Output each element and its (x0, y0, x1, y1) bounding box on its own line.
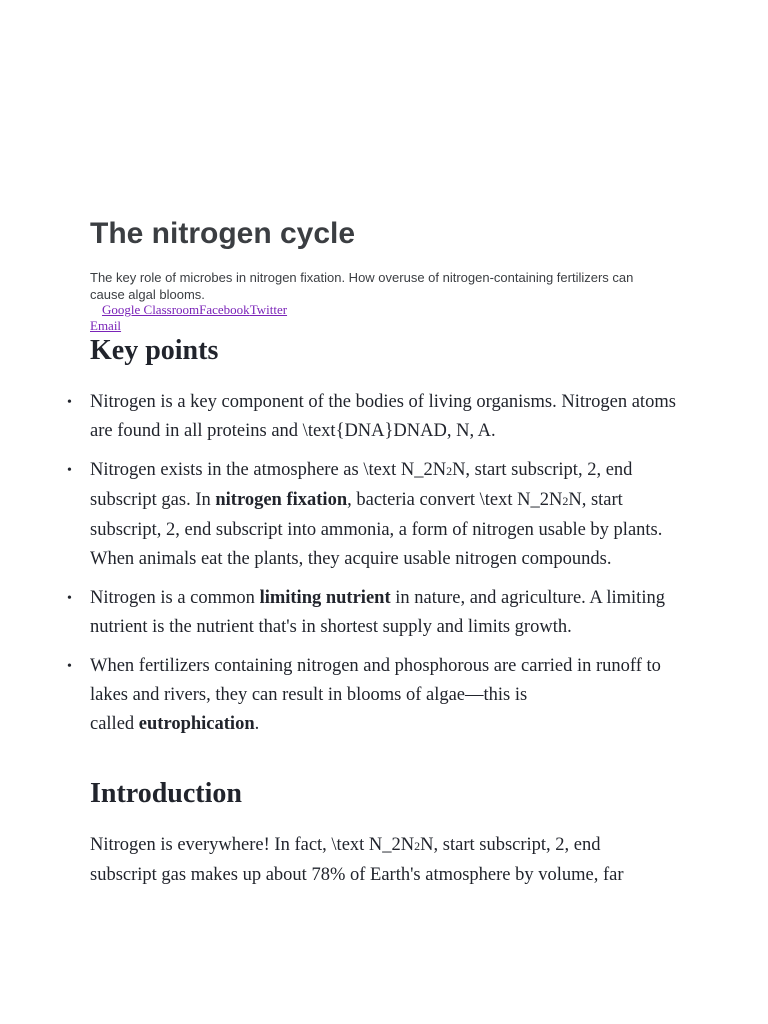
subscript-text: 2 (562, 494, 569, 508)
key-point-text: N, start subscript, 2, end subscript into ammonia, a form of nitrogen usable by plants. When animals eat the plants, they acquire usable nitrogen compounds. (90, 490, 663, 569)
key-point-text: Nitrogen is a key component of the bodies of living organisms. Nitrogen atoms are found in all proteins and \text{DNA}DNAD, N, A. (90, 392, 676, 441)
key-point-item (90, 456, 690, 574)
share-email-link[interactable]: Email (90, 318, 122, 333)
key-point-text: called (90, 714, 139, 734)
share-google-classroom-link[interactable]: Google Classroom (102, 302, 200, 317)
intro-text: Nitrogen is everywhere! In fact, \text N_2N (90, 835, 415, 855)
share-facebook-link[interactable]: Facebook (199, 302, 250, 317)
key-point-text: . (254, 714, 260, 734)
subscript-text: 2 (446, 464, 453, 478)
key-point-item (90, 584, 690, 642)
key-point-text: Nitrogen is a common (90, 588, 260, 608)
key-points-heading: Key points (90, 335, 219, 366)
share-twitter-link[interactable]: Twitter (249, 302, 288, 317)
subscript-text: 2 (414, 839, 421, 853)
key-point-text: Nitrogen exists in the atmosphere as \text N_2N (90, 460, 447, 480)
article-title: The nitrogen cycle (90, 217, 356, 250)
key-point-item (90, 652, 690, 739)
bold-term-nitrogen-fixation: nitrogen fixation (215, 490, 348, 510)
key-points-list (90, 388, 690, 739)
key-point-item (90, 388, 690, 446)
bold-term-limiting-nutrient: limiting nutrient (259, 588, 391, 608)
key-point-text: When fertilizers containing nitrogen and phosphorous are carried in runoff to lakes and rivers, they can result in blooms of algae—this is (90, 656, 661, 705)
article-content (90, 334, 690, 890)
article-description: The key role of microbes in nitrogen fixation. How overuse of nitrogen-containing fertilizers can cause algal blooms. (90, 270, 634, 302)
key-point-text: N, start subscript, 2, end subscript gas. In (90, 460, 633, 510)
bold-term-eutrophication: eutrophication (138, 714, 255, 734)
introduction-paragraph (90, 831, 650, 890)
key-point-text: , bacteria convert \text N_2N (347, 490, 563, 510)
intro-text: N, start subscript, 2, end subscript gas makes up about 78% of Earth's atmosphere by volume, far (90, 835, 624, 885)
share-links (90, 302, 420, 334)
introduction-heading: Introduction (90, 778, 242, 809)
key-point-text: in nature, and agriculture. A limiting nutrient is the nutrient that's in shortest supply and limits growth. (90, 588, 665, 637)
